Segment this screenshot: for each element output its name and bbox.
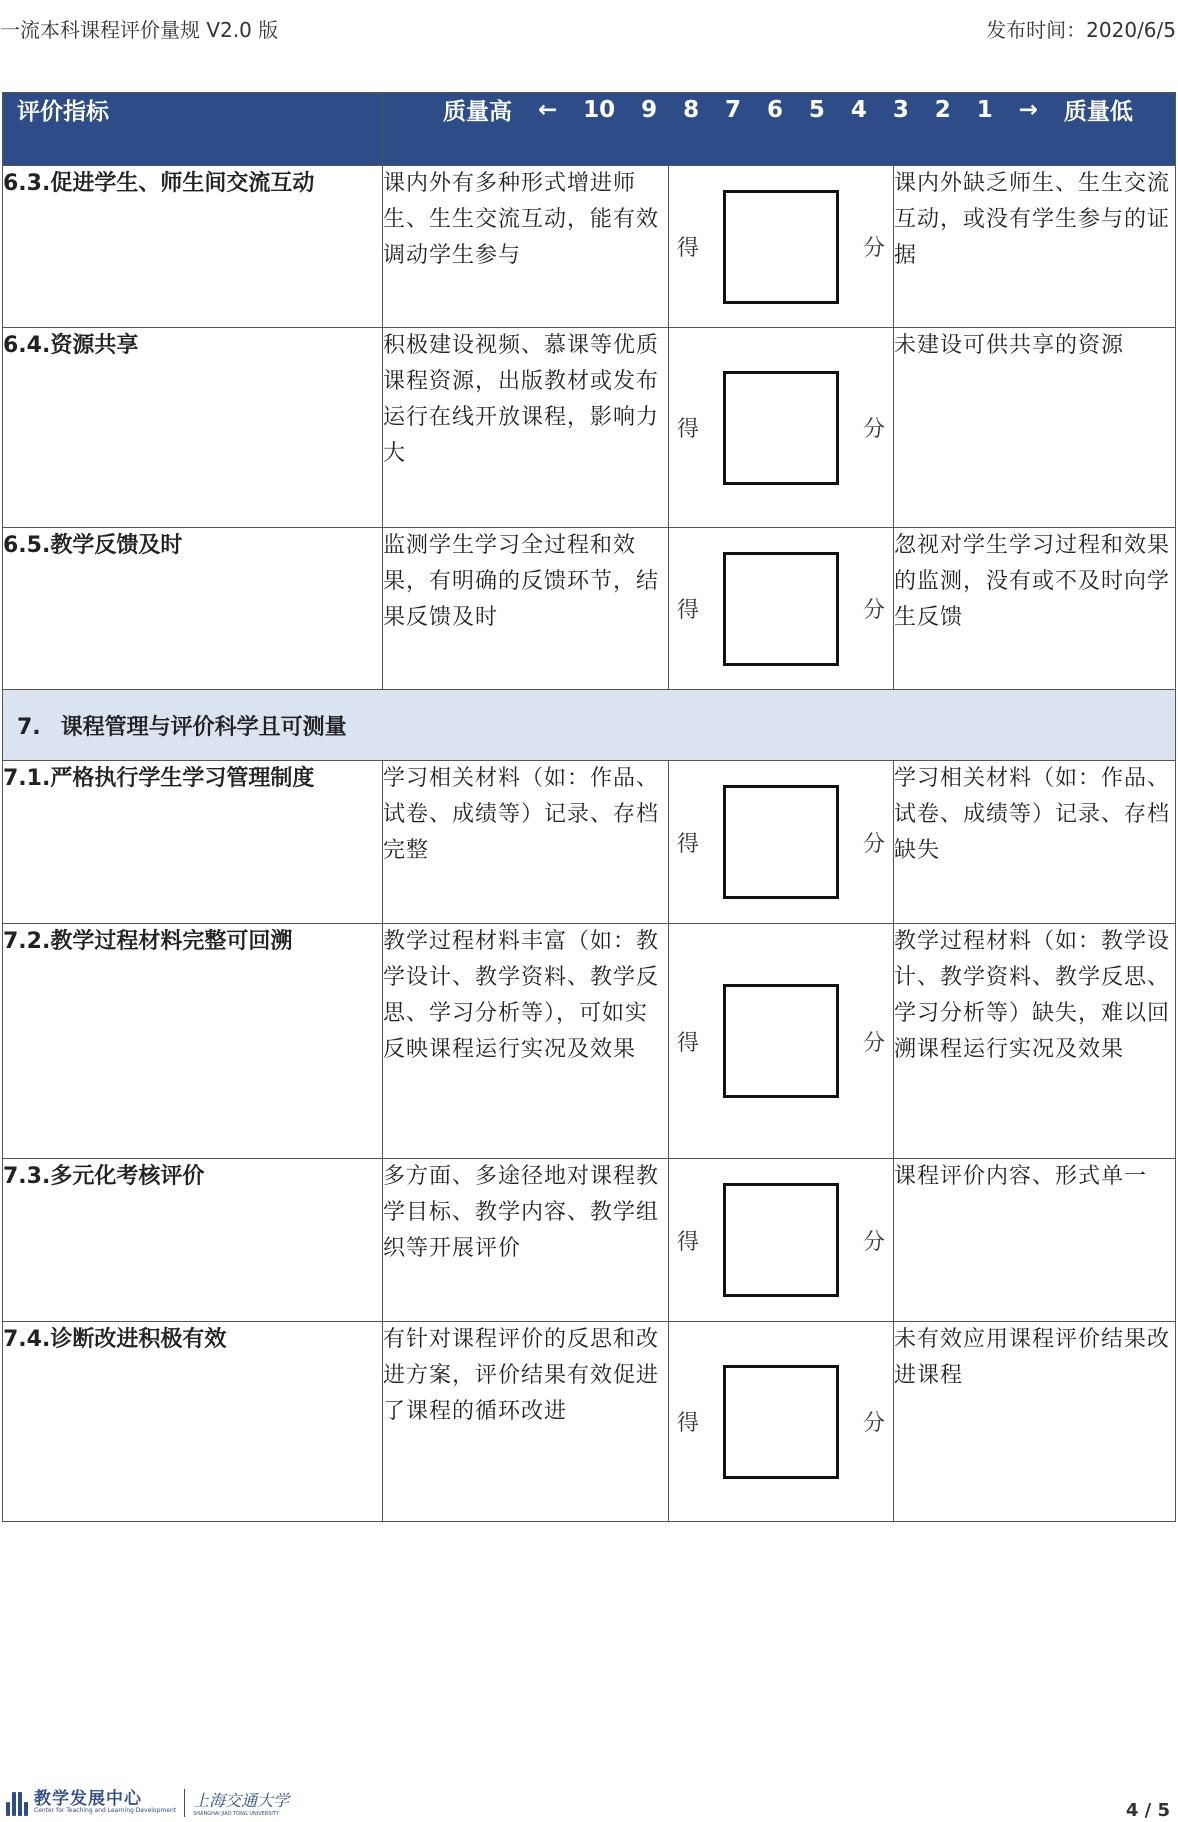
score-suffix-label: 分 — [863, 417, 886, 442]
score-prefix-label: 得 — [676, 417, 699, 442]
indicator-cell: 7.1.严格执行学生学习管理制度 — [3, 761, 383, 924]
score-prefix-label: 得 — [676, 1030, 699, 1056]
section-row — [3, 690, 1176, 761]
scale-value: 9 — [641, 96, 658, 123]
rubric-table — [2, 92, 1176, 1522]
high-quality-desc: 有针对课程评价的反思和改进方案，评价结果有效促进了课程的循环改进 — [383, 1322, 669, 1522]
score-cell — [669, 1159, 894, 1322]
table-row — [3, 166, 1176, 328]
university-name-en: SHANGHAI JIAO TONG UNIVERSITY — [193, 1811, 280, 1817]
university-name — [193, 1788, 289, 1817]
low-quality-desc: 忽视对学生学习过程和效果的监测，没有或不及时向学生反馈 — [894, 528, 1176, 690]
scale-value: 1 — [976, 96, 993, 123]
score-cell — [669, 924, 894, 1159]
center-name-en: Center for Teaching and Learning Development — [34, 1807, 177, 1814]
score-cell — [669, 166, 894, 328]
indicator-cell: 7.2.教学过程材料完整可回溯 — [3, 924, 383, 1159]
score-suffix-label: 分 — [863, 1030, 886, 1056]
scale-value: 7 — [725, 96, 742, 123]
table-header-row — [3, 93, 1176, 166]
score-input-box[interactable] — [723, 785, 839, 899]
scale-value: 5 — [808, 96, 825, 123]
indicator-cell: 7.4.诊断改进积极有效 — [3, 1322, 383, 1522]
high-quality-desc: 教学过程材料丰富（如：教学设计、教学资料、教学反思、学习分析等），可如实反映课程运行实况及效果 — [383, 924, 669, 1159]
score-cell — [669, 1322, 894, 1522]
score-suffix-label: 分 — [863, 236, 886, 261]
indicator-cell: 6.3.促进学生、师生间交流互动 — [3, 166, 383, 328]
score-input-box[interactable] — [723, 1183, 839, 1297]
low-quality-desc: 课内外缺乏师生、生生交流互动，或没有学生参与的证据 — [894, 166, 1176, 328]
low-quality-desc: 课程评价内容、形式单一 — [894, 1159, 1176, 1322]
table-row — [3, 924, 1176, 1159]
table-row — [3, 761, 1176, 924]
low-quality-desc: 学习相关材料（如：作品、试卷、成绩等）记录、存档缺失 — [894, 761, 1176, 924]
score-input-box[interactable] — [723, 552, 839, 666]
score-suffix-label: 分 — [863, 1229, 886, 1255]
indicator-cell: 6.5.教学反馈及时 — [3, 528, 383, 690]
score-suffix-label: 分 — [863, 1411, 886, 1436]
center-name-cn: 教学发展中心 — [34, 1789, 142, 1809]
high-quality-desc: 监测学生学习全过程和效果，有明确的反馈环节，结果反馈及时 — [383, 528, 669, 690]
center-name — [34, 1791, 176, 1814]
page-number: 4 / 5 — [1125, 1800, 1170, 1821]
indicator-header: 评价指标 — [3, 93, 383, 166]
quality-high-label: 质量高 — [443, 99, 512, 125]
logo-divider — [184, 1789, 185, 1817]
score-cell — [669, 528, 894, 690]
indicator-cell: 6.4.资源共享 — [3, 328, 383, 528]
arrow-left-icon: ← — [537, 96, 558, 123]
score-input-box[interactable] — [723, 371, 839, 485]
score-input-box[interactable] — [723, 190, 839, 304]
scale-value: 10 — [583, 96, 616, 123]
scale-value: 4 — [850, 96, 867, 123]
score-prefix-label: 得 — [676, 598, 699, 623]
section-label: 课程管理与评价科学且可测量 — [60, 714, 347, 740]
document-title: 一流本科课程评价量规 V2.0 版 — [0, 18, 279, 42]
score-cell — [669, 328, 894, 528]
publish-date: 发布时间：2020/6/5 — [986, 18, 1176, 42]
score-input-box[interactable] — [723, 984, 839, 1098]
high-quality-desc: 多方面、多途径地对课程教学目标、教学内容、教学组织等开展评价 — [383, 1159, 669, 1322]
scale-value: 8 — [683, 96, 700, 123]
score-prefix-label: 得 — [676, 1229, 699, 1255]
scale-value: 2 — [934, 96, 951, 123]
high-quality-desc: 课内外有多种形式增进师生、生生交流互动，能有效调动学生参与 — [383, 166, 669, 328]
table-row — [3, 1159, 1176, 1322]
table-row — [3, 328, 1176, 528]
footer-logo — [4, 1788, 289, 1817]
low-quality-desc: 未建设可供共享的资源 — [894, 328, 1176, 528]
score-prefix-label: 得 — [676, 1411, 699, 1436]
section-number: 7. — [17, 714, 41, 740]
score-suffix-label: 分 — [863, 831, 886, 857]
center-logo-icon — [4, 1790, 28, 1816]
scale-value: 6 — [766, 96, 783, 123]
quality-low-label: 质量低 — [1063, 99, 1133, 125]
low-quality-desc: 未有效应用课程评价结果改进课程 — [894, 1322, 1176, 1522]
score-suffix-label: 分 — [863, 598, 886, 623]
score-prefix-label: 得 — [676, 831, 699, 857]
high-quality-desc: 积极建设视频、慕课等优质课程资源，出版教材或发布运行在线开放课程，影响力大 — [383, 328, 669, 528]
table-row — [3, 528, 1176, 690]
quality-scale-header — [383, 93, 1176, 166]
score-input-box[interactable] — [723, 1365, 839, 1479]
score-prefix-label: 得 — [676, 236, 699, 261]
table-row — [3, 1322, 1176, 1522]
section-title — [3, 690, 1176, 761]
university-name-cn: 上海交通大学 — [193, 1791, 290, 1810]
indicator-cell: 7.3.多元化考核评价 — [3, 1159, 383, 1322]
high-quality-desc: 学习相关材料（如：作品、试卷、成绩等）记录、存档完整 — [383, 761, 669, 924]
score-cell — [669, 761, 894, 924]
scale-value: 3 — [892, 96, 909, 123]
low-quality-desc: 教学过程材料（如：教学设计、教学资料、教学反思、学习分析等）缺失，难以回溯课程运行实况及效果 — [894, 924, 1176, 1159]
arrow-right-icon: → — [1018, 96, 1038, 123]
